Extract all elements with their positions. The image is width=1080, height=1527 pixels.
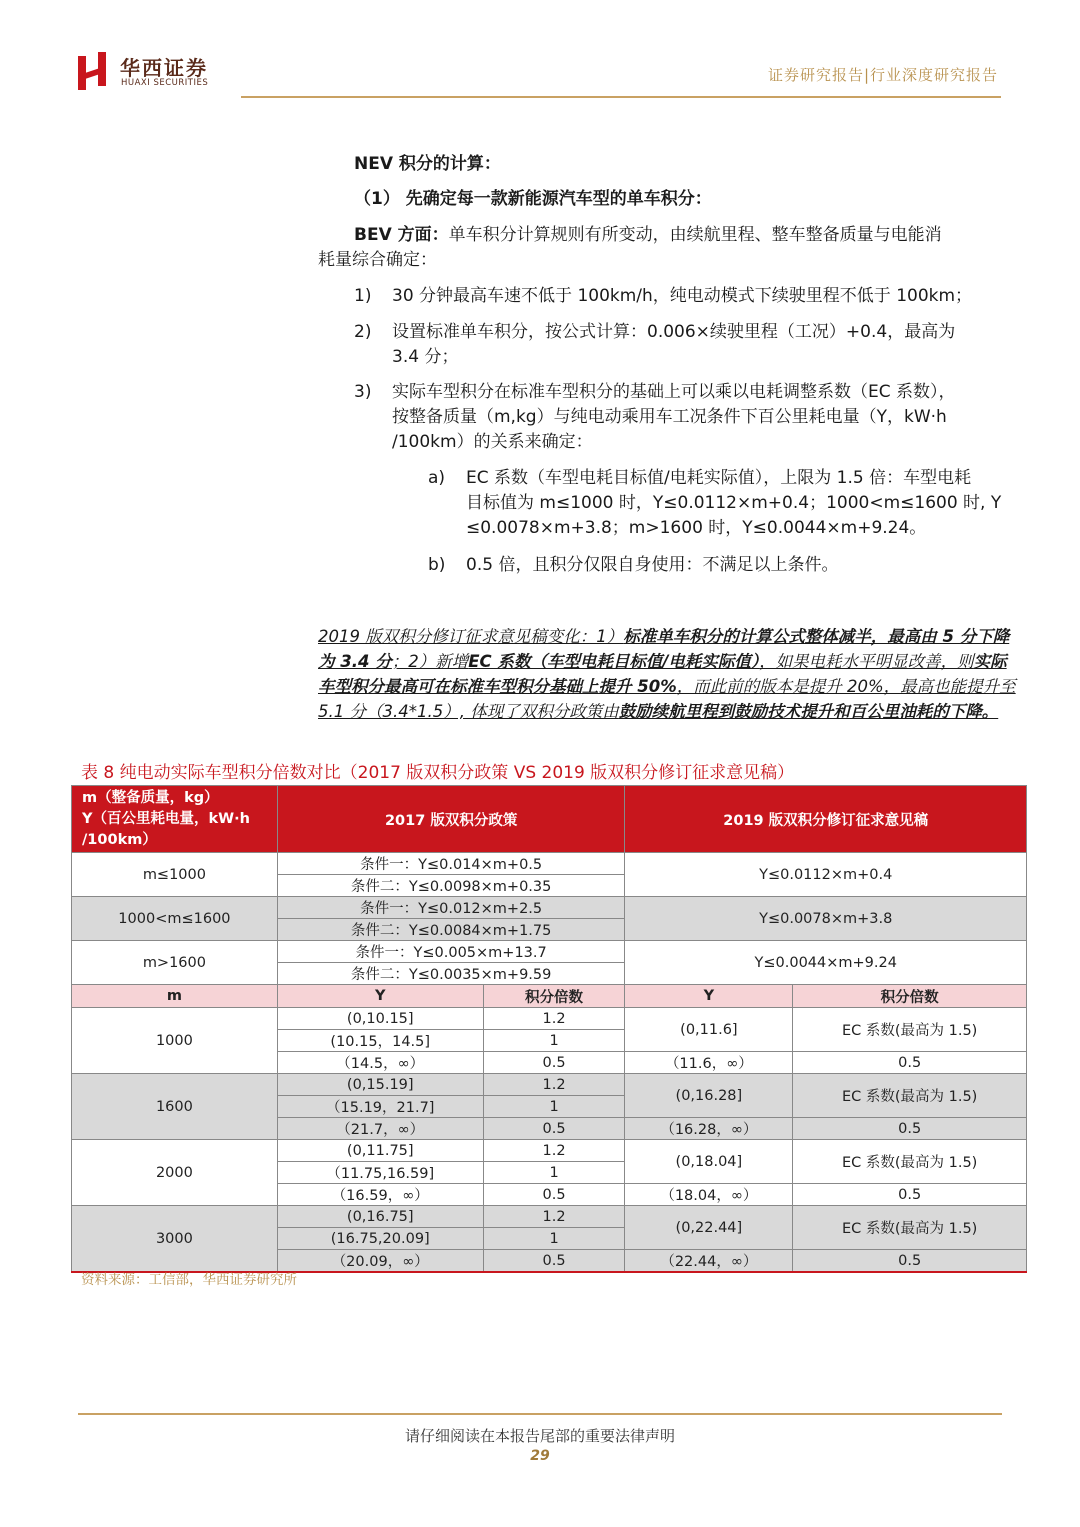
list-item-cont: /100km）的关系来确定： [392, 432, 593, 452]
table-title: 表 8 纯电动实际车型积分倍数对比（2017 版双积分政策 VS 2019 版双积分修订征求意见稿） [81, 763, 795, 783]
footer-divider [78, 1413, 1002, 1415]
bev-text: 单车积分计算规则有所变动，由续航里程、整车整备质量与电能消 [448, 225, 942, 245]
list-item: 2) 设置标准单车积分，按公式计算：0.006×续驶里程（工况）+0.4，最高为 [354, 322, 956, 342]
table-row: （21.7，∞） 0.5 （16.28，∞） 0.5 [72, 1118, 1027, 1140]
table-row: 2000 (0,11.75] 1.2 (0,18.04] EC 系数(最高为 1.5) [72, 1140, 1027, 1162]
table-row: （11.75,16.59] 1 [72, 1162, 1027, 1184]
sub-list-item-cont: 目标值为 m≤1000 时，Y≤0.0112×m+0.4；1000<m≤1600 时, Y [466, 493, 1002, 513]
header-divider [241, 96, 1001, 98]
sub-list-item-cont: ≤0.0078×m+3.8；m>1600 时，Y≤0.0044×m+9.24。 [466, 518, 927, 538]
section-title: NEV 积分的计算： [354, 154, 501, 174]
bev-label: BEV 方面： [354, 225, 449, 245]
table-row: 条件二：Y≤0.0098×m+0.35 [72, 875, 1027, 897]
table-row: m≤1000 条件一：Y≤0.014×m+0.5 Y≤0.0112×m+0.4 [72, 853, 1027, 875]
revision-note: 2019 版双积分修订征求意见稿变化：1）标准单车积分的计算公式整体减半，最高由 5 分下降为 3.4 分；2）新增EC 系数（车型电耗目标值/电耗实际值），如果电耗水平明显改善，则实际车型积分最高可在标准车型积分基础上提升 50%，而此前的版本是提升 20%，最高也能提升至 5.1 分（3.4*1.5）, 体现了双积分政策由鼓励续航里程到鼓励技术提升和百公里油耗的下降。 [318, 627, 1016, 721]
table-row: （16.59，∞） 0.5 （18.04，∞） 0.5 [72, 1184, 1027, 1206]
bev-paragraph [354, 223, 942, 248]
header-cell-2019: 2019 版双积分修订征求意见稿 [625, 786, 1027, 853]
table-row: （14.5，∞） 0.5 （11.6，∞） 0.5 [72, 1052, 1027, 1074]
source-note: 资料来源：工信部，华西证券研究所 [81, 1272, 297, 1288]
sub-list-item: a) EC 系数（车型电耗目标值/电耗实际值），上限为 1.5 倍：车型电耗 [428, 468, 972, 488]
list-item: 1) 30 分钟最高车速不低于 100km/h，纯电动模式下续驶里程不低于 100km； [354, 286, 973, 306]
table-row: 1000 (0,10.15] 1.2 (0,11.6] EC 系数(最高为 1.5) [72, 1008, 1027, 1030]
table-row: （15.19，21.7] 1 [72, 1096, 1027, 1118]
sub-list-item: b) 0.5 倍，且积分仅限自身使用：不满足以上条件。 [428, 555, 839, 575]
bev-text-cont: 耗量综合确定： [318, 250, 437, 270]
table-row: m>1600 条件一：Y≤0.005×m+13.7 Y≤0.0044×m+9.24 [72, 941, 1027, 963]
huaxi-logo-icon [78, 52, 110, 90]
table-subheader-row: m Y 积分倍数 Y 积分倍数 [72, 985, 1027, 1008]
table-row: 条件二：Y≤0.0035×m+9.59 [72, 963, 1027, 985]
header-cell-2017: 2017 版双积分政策 [277, 786, 625, 853]
table-header-row [72, 786, 1027, 853]
header-cell-m: m（整备质量，kg） Y（百公里耗电量，kW·h /100km） [72, 786, 278, 853]
page-number: 29 [530, 1448, 550, 1464]
table-row: 3000 (0,16.75] 1.2 (0,22.44] EC 系数(最高为 1.5) [72, 1206, 1027, 1228]
footer-disclaimer: 请仔细阅读在本报告尾部的重要法律声明 [404, 1427, 675, 1445]
table-row: (16.75,20.09] 1 [72, 1228, 1027, 1250]
list-item-cont: 按整备质量（m,kg）与纯电动乘用车工况条件下百公里耗电量（Y，kW·h [392, 407, 947, 427]
step-1-heading: （1） 先确定每一款新能源汽车型的单车积分： [354, 189, 712, 209]
credit-multiplier-table [71, 785, 1027, 1273]
table-row: 1000<m≤1600 条件一：Y≤0.012×m+2.5 Y≤0.0078×m+3.8 [72, 897, 1027, 919]
list-item-cont: 3.4 分； [392, 347, 459, 367]
report-type: 证券研究报告|行业深度研究报告 [767, 66, 998, 84]
table-row: （20.09，∞） 0.5 （22.44，∞） 0.5 [72, 1250, 1027, 1273]
logo-name-cn: 华西证券 [120, 56, 208, 80]
table-row: (10.15，14.5] 1 [72, 1030, 1027, 1052]
list-item: 3) 实际车型积分在标准车型积分的基础上可以乘以电耗调整系数（EC 系数）， [354, 382, 956, 402]
table-row: 条件二：Y≤0.0084×m+1.75 [72, 919, 1027, 941]
table-row: 1600 (0,15.19] 1.2 (0,16.28] EC 系数(最高为 1.5) [72, 1074, 1027, 1096]
logo-name-en: HUAXI SECURITIES [121, 78, 209, 88]
